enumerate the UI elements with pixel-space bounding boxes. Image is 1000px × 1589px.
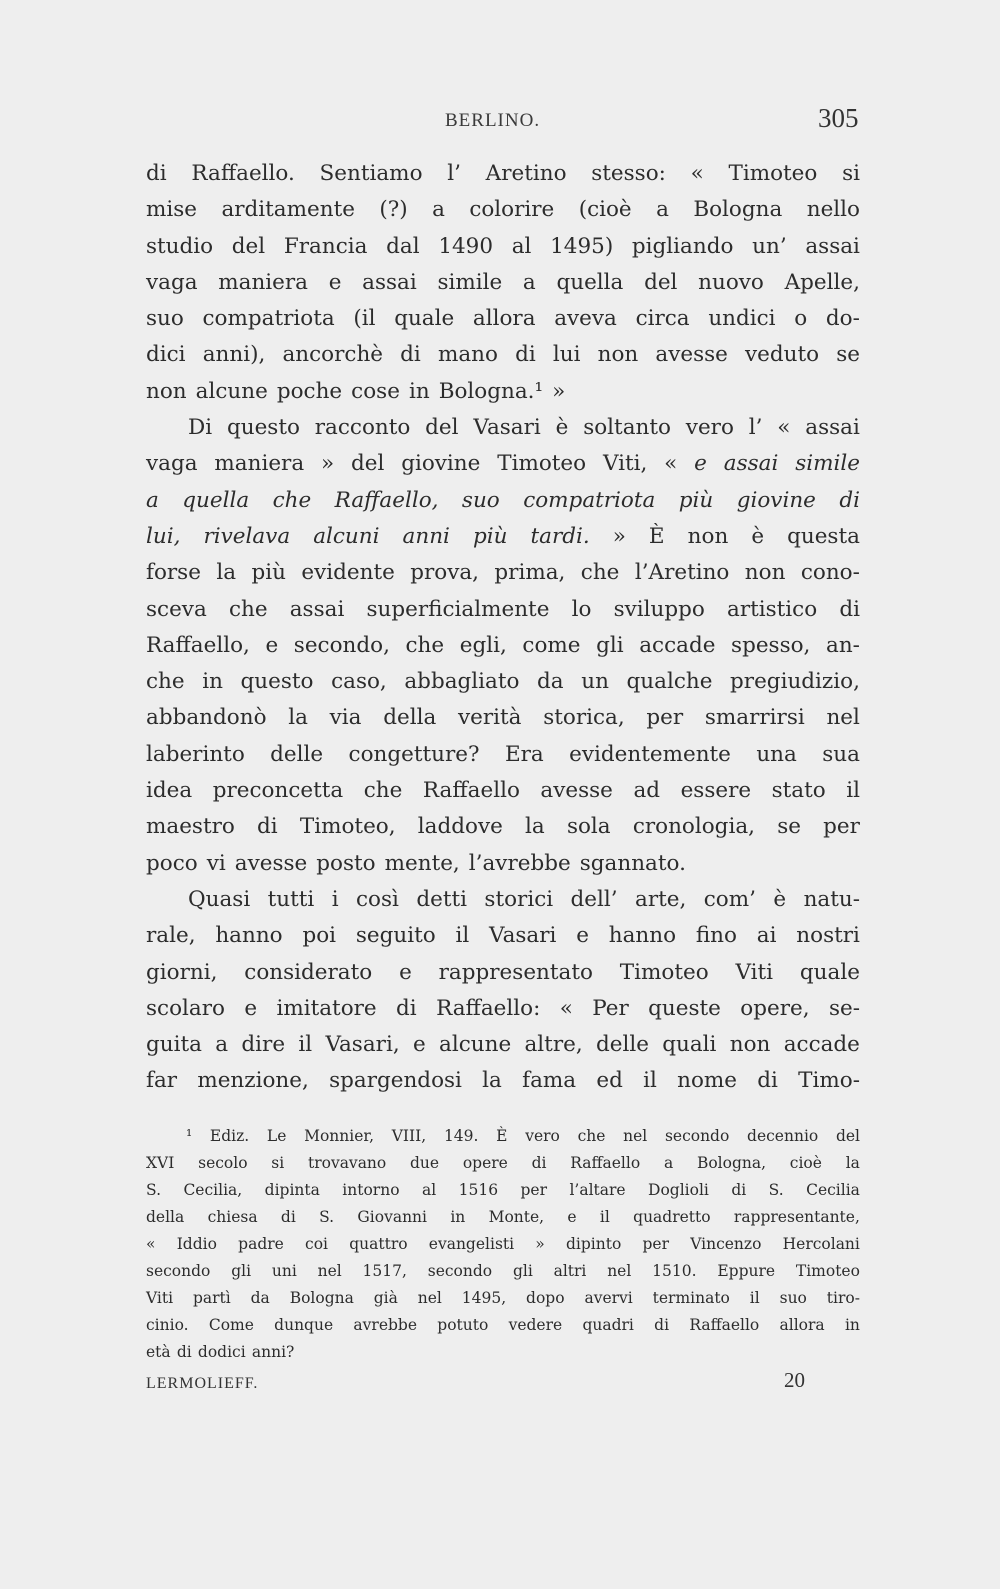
text-line: poco vi avesse posto mente, l’avrebbe sgannato.: [146, 850, 686, 876]
footnote-line: XVI secolo si trovavano due opere di Raffaello a Bologna, cioè la: [146, 1154, 860, 1172]
text-line: forse la più evidente prova, prima, che l’Aretino non cono-: [146, 560, 860, 586]
text-line: Di questo racconto del Vasari è soltanto vero l’ « assai: [188, 415, 860, 441]
text-line: giorni, considerato e rappresentato Timoteo Viti quale: [146, 959, 860, 985]
text-line: studio del Francia dal 1490 al 1495) pigliando un’ assai: [146, 233, 860, 259]
text-line: che in questo caso, abbagliato da un qualche pregiudizio,: [146, 669, 860, 695]
sheet-number: 20: [784, 1368, 805, 1392]
signature-mark: LERMOLIEFF.: [146, 1375, 259, 1392]
text-line: guita a dire il Vasari, e alcune altre, delle quali non accade: [146, 1032, 860, 1058]
body-text: [146, 156, 860, 1100]
text-line: Quasi tutti i così detti storici dell’ arte, com’ è natu-: [188, 886, 860, 912]
footnote-line: cinio. Come dunque avrebbe potuto vedere quadri di Raffaello allora in: [146, 1316, 860, 1334]
text-line: mise arditamente (?) a colorire (cioè a Bologna nello: [146, 197, 860, 223]
footnote-line: Viti partì da Bologna già nel 1495, dopo avervi terminato il suo tiro-: [146, 1289, 860, 1307]
footnote-line: « Iddio padre coi quattro evangelisti » dipinto per Vincenzo Hercolani: [146, 1235, 860, 1253]
running-title: BERLINO.: [445, 110, 541, 131]
text-line: maestro di Timoteo, laddove la sola cronologia, se per: [146, 814, 860, 840]
text-line: rale, hanno poi seguito il Vasari e hanno fino ai nostri: [146, 923, 860, 949]
footnote-line: della chiesa di S. Giovanni in Monte, e il quadretto rappresentante,: [146, 1208, 860, 1226]
text-line: vaga maniera » del giovine Timoteo Viti, « e assai simile: [146, 451, 860, 477]
footnote-line: secondo gli uni nel 1517, secondo gli altri nel 1510. Eppure Timoteo: [146, 1262, 860, 1280]
text-line: scolaro e imitatore di Raffaello: « Per queste opere, se-: [146, 995, 860, 1021]
text-line: lui, rivelava alcuni anni più tardi. » È non è questa: [146, 523, 860, 549]
text-line: non alcune poche cose in Bologna.¹ »: [146, 378, 566, 404]
text-line: abbandonò la via della verità storica, per smarrirsi nel: [146, 705, 860, 731]
text-line: sceva che assai superficialmente lo sviluppo artistico di: [146, 596, 860, 622]
text-line: di Raffaello. Sentiamo l’ Aretino stesso: « Timoteo si: [146, 161, 860, 186]
text-line: idea preconcetta che Raffaello avesse ad essere stato il: [146, 778, 860, 804]
text-line: suo compatriota (il quale allora aveva circa undici o do-: [146, 306, 860, 332]
footnote-line: S. Cecilia, dipinta intorno al 1516 per l’altare Doglioli di S. Cecilia: [146, 1181, 860, 1199]
text-line: Raffaello, e secondo, che egli, come gli accade spesso, an-: [146, 632, 860, 658]
footnote-line: età di dodici anni?: [146, 1343, 295, 1361]
text-line: vaga maniera e assai simile a quella del nuovo Apelle,: [146, 269, 860, 295]
text-line: a quella che Raffaello, suo compatriota più giovine di: [146, 487, 860, 513]
page-number: 305: [818, 103, 859, 133]
text-line: laberinto delle congetture? Era evidentemente una sua: [146, 741, 860, 767]
footnotes: [146, 1123, 860, 1366]
text-line: far menzione, spargendosi la fama ed il nome di Timo-: [146, 1068, 860, 1094]
text-line: dici anni), ancorchè di mano di lui non avesse veduto se: [146, 342, 860, 368]
footnote-line: ¹ Ediz. Le Monnier, VIII, 149. È vero che nel secondo decennio del: [186, 1127, 860, 1145]
